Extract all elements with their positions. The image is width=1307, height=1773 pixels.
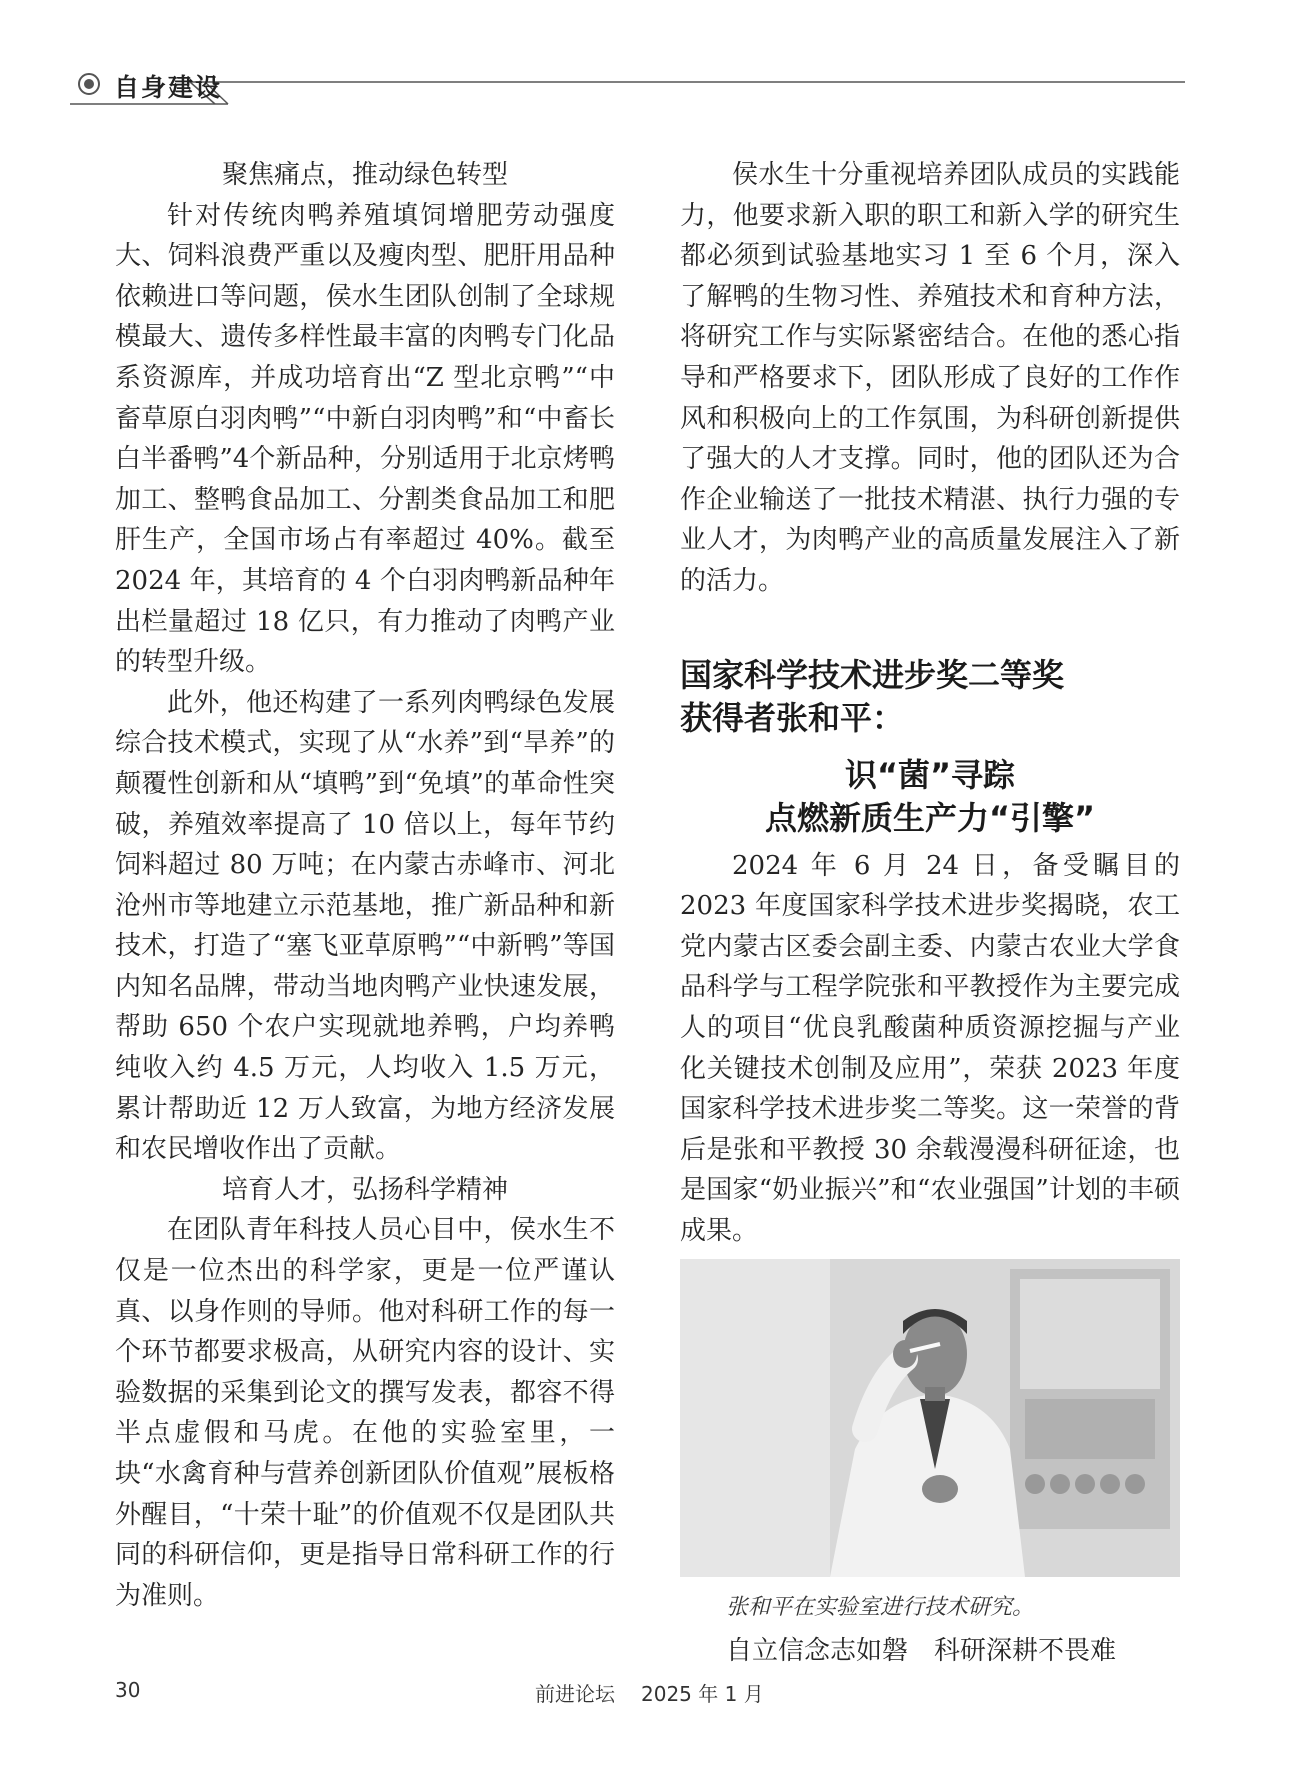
paragraph-green-development: 此外，他还构建了一系列肉鸭绿色发展综合技术模式，实现了从“水养”到“旱养”的颠覆性创新和从“填鸭”到“免填”的革命性突破，养殖效率提高了 10 倍以上，每年节约饲料超过 80 万吨；在内蒙古赤峰市、河北沧州市等地建立示范基地，推广新品种和新技术，打造了“塞飞亚草原鸭”“中新鸭”等国内知名品牌，带动当地肉鸭产业快速发展，帮助 650 个农户实现就地养鸭，户均养鸭纯收入约 4.5 万元，人均收入 1.5 万元，累计帮助近 12 万人致富，为地方经济发展和农民增收作出了贡献。 [115, 687, 615, 1165]
subheading-green-transition: 聚焦痛点，推动绿色转型 [221, 160, 508, 190]
paragraph-breeding-results: 针对传统肉鸭养殖填饲增肥劳动强度大、饲料浪费严重以及瘦肉型、肥肝用品种依赖进口等问题，侯水生团队创制了全球规模最大、遗传多样性最丰富的肉鸭专门化品系资源库，并成功培育出“Z 型北京鸭”“中畜草原白羽肉鸭”“中新白羽肉鸭”和“中畜长白半番鸭”4个新品种，分别适用于北京烤鸭加工、整鸭食品加工、分割类食品加工和肥肝生产，全国市场占有率超过 40%。截至 2024 年，其培育的 4 个白羽肉鸭新品种年出栏量超过 18 亿只，有力推动了肉鸭产业的转型升级。 [115, 200, 615, 678]
page-number: 30 [115, 1678, 141, 1702]
paragraph-award-news: 2024 年 6 月 24 日，备受瞩目的 2023 年度国家科学技术进步奖揭晓，农工党内蒙古区委会副主委、内蒙古农业大学食品科学与工程学院张和平教授作为主要完成人的项目“优良乳酸菌种质资源挖掘与产业化关键技术创制及应用”，荣获 2023 年度国家科学技术进步奖二等奖。这一荣誉的背后是张和平教授 30 余载漫漫科研征途，也是国家“奶业振兴”和“农业强国”计划的丰硕成果。 [680, 850, 1180, 1246]
page-header [70, 66, 1185, 108]
photo-caption: 张和平在实验室进行技术研究。 [726, 1595, 1035, 1621]
footer-publication [535, 1678, 764, 1707]
paragraph-mentor: 在团队青年科技人员心目中，侯水生不仅是一位杰出的科学家，更是一位严谨认真、以身作则的导师。他对科研工作的每一个环节都要求极高，从研究内容的设计、实验数据的采集到论文的撰写发表，都容不得半点虚假和马虎。在他的实验室里，一块“水禽育种与营养创新团队价值观”展板格外醒目，“十荣十耻”的价值观不仅是团队共同的科研信仰，更是指导日常科研工作的行为准则。 [115, 1215, 615, 1611]
article-title-line2: 点燃新质生产力“引擎” [764, 798, 1096, 837]
subheading-talent: 培育人才，弘扬科学精神 [221, 1174, 508, 1205]
award-heading-line2: 获得者张和平： [680, 698, 905, 737]
award-heading-line1: 国家科学技术进步奖二等奖 [680, 655, 1065, 694]
closing-subheading: 自立信念志如磐 科研深耕不畏难 [726, 1636, 1117, 1667]
paragraph-practice: 侯水生十分重视培养团队成员的实践能力，他要求新入职的职工和新入学的研究生都必须到试验基地实习 1 至 6 个月，深入了解鸭的生物习性、养殖技术和育种方法，将研究工作与实际紧密结合。在他的悉心指导和严格要求下，团队形成了良好的工作作风和积极向上的工作氛围，为科研创新提供了强大的人才支撑。同时，他的团队还为合作企业输送了一批技术精湛、执行力强的专业人才，为肉鸭产业的高质量发展注入了新的活力。 [680, 160, 1180, 596]
publication-name: 前进论坛 [535, 1682, 615, 1706]
issue-date: 2025 年 1 月 [641, 1682, 764, 1706]
target-icon [78, 73, 100, 95]
right-column [680, 155, 1180, 1671]
left-column [115, 155, 615, 1616]
article-title-line1: 识“菌”寻踪 [844, 755, 1016, 794]
section-title: 自身建设 [114, 73, 223, 102]
lab-photo [680, 1259, 1180, 1577]
header-rule [70, 66, 1185, 108]
